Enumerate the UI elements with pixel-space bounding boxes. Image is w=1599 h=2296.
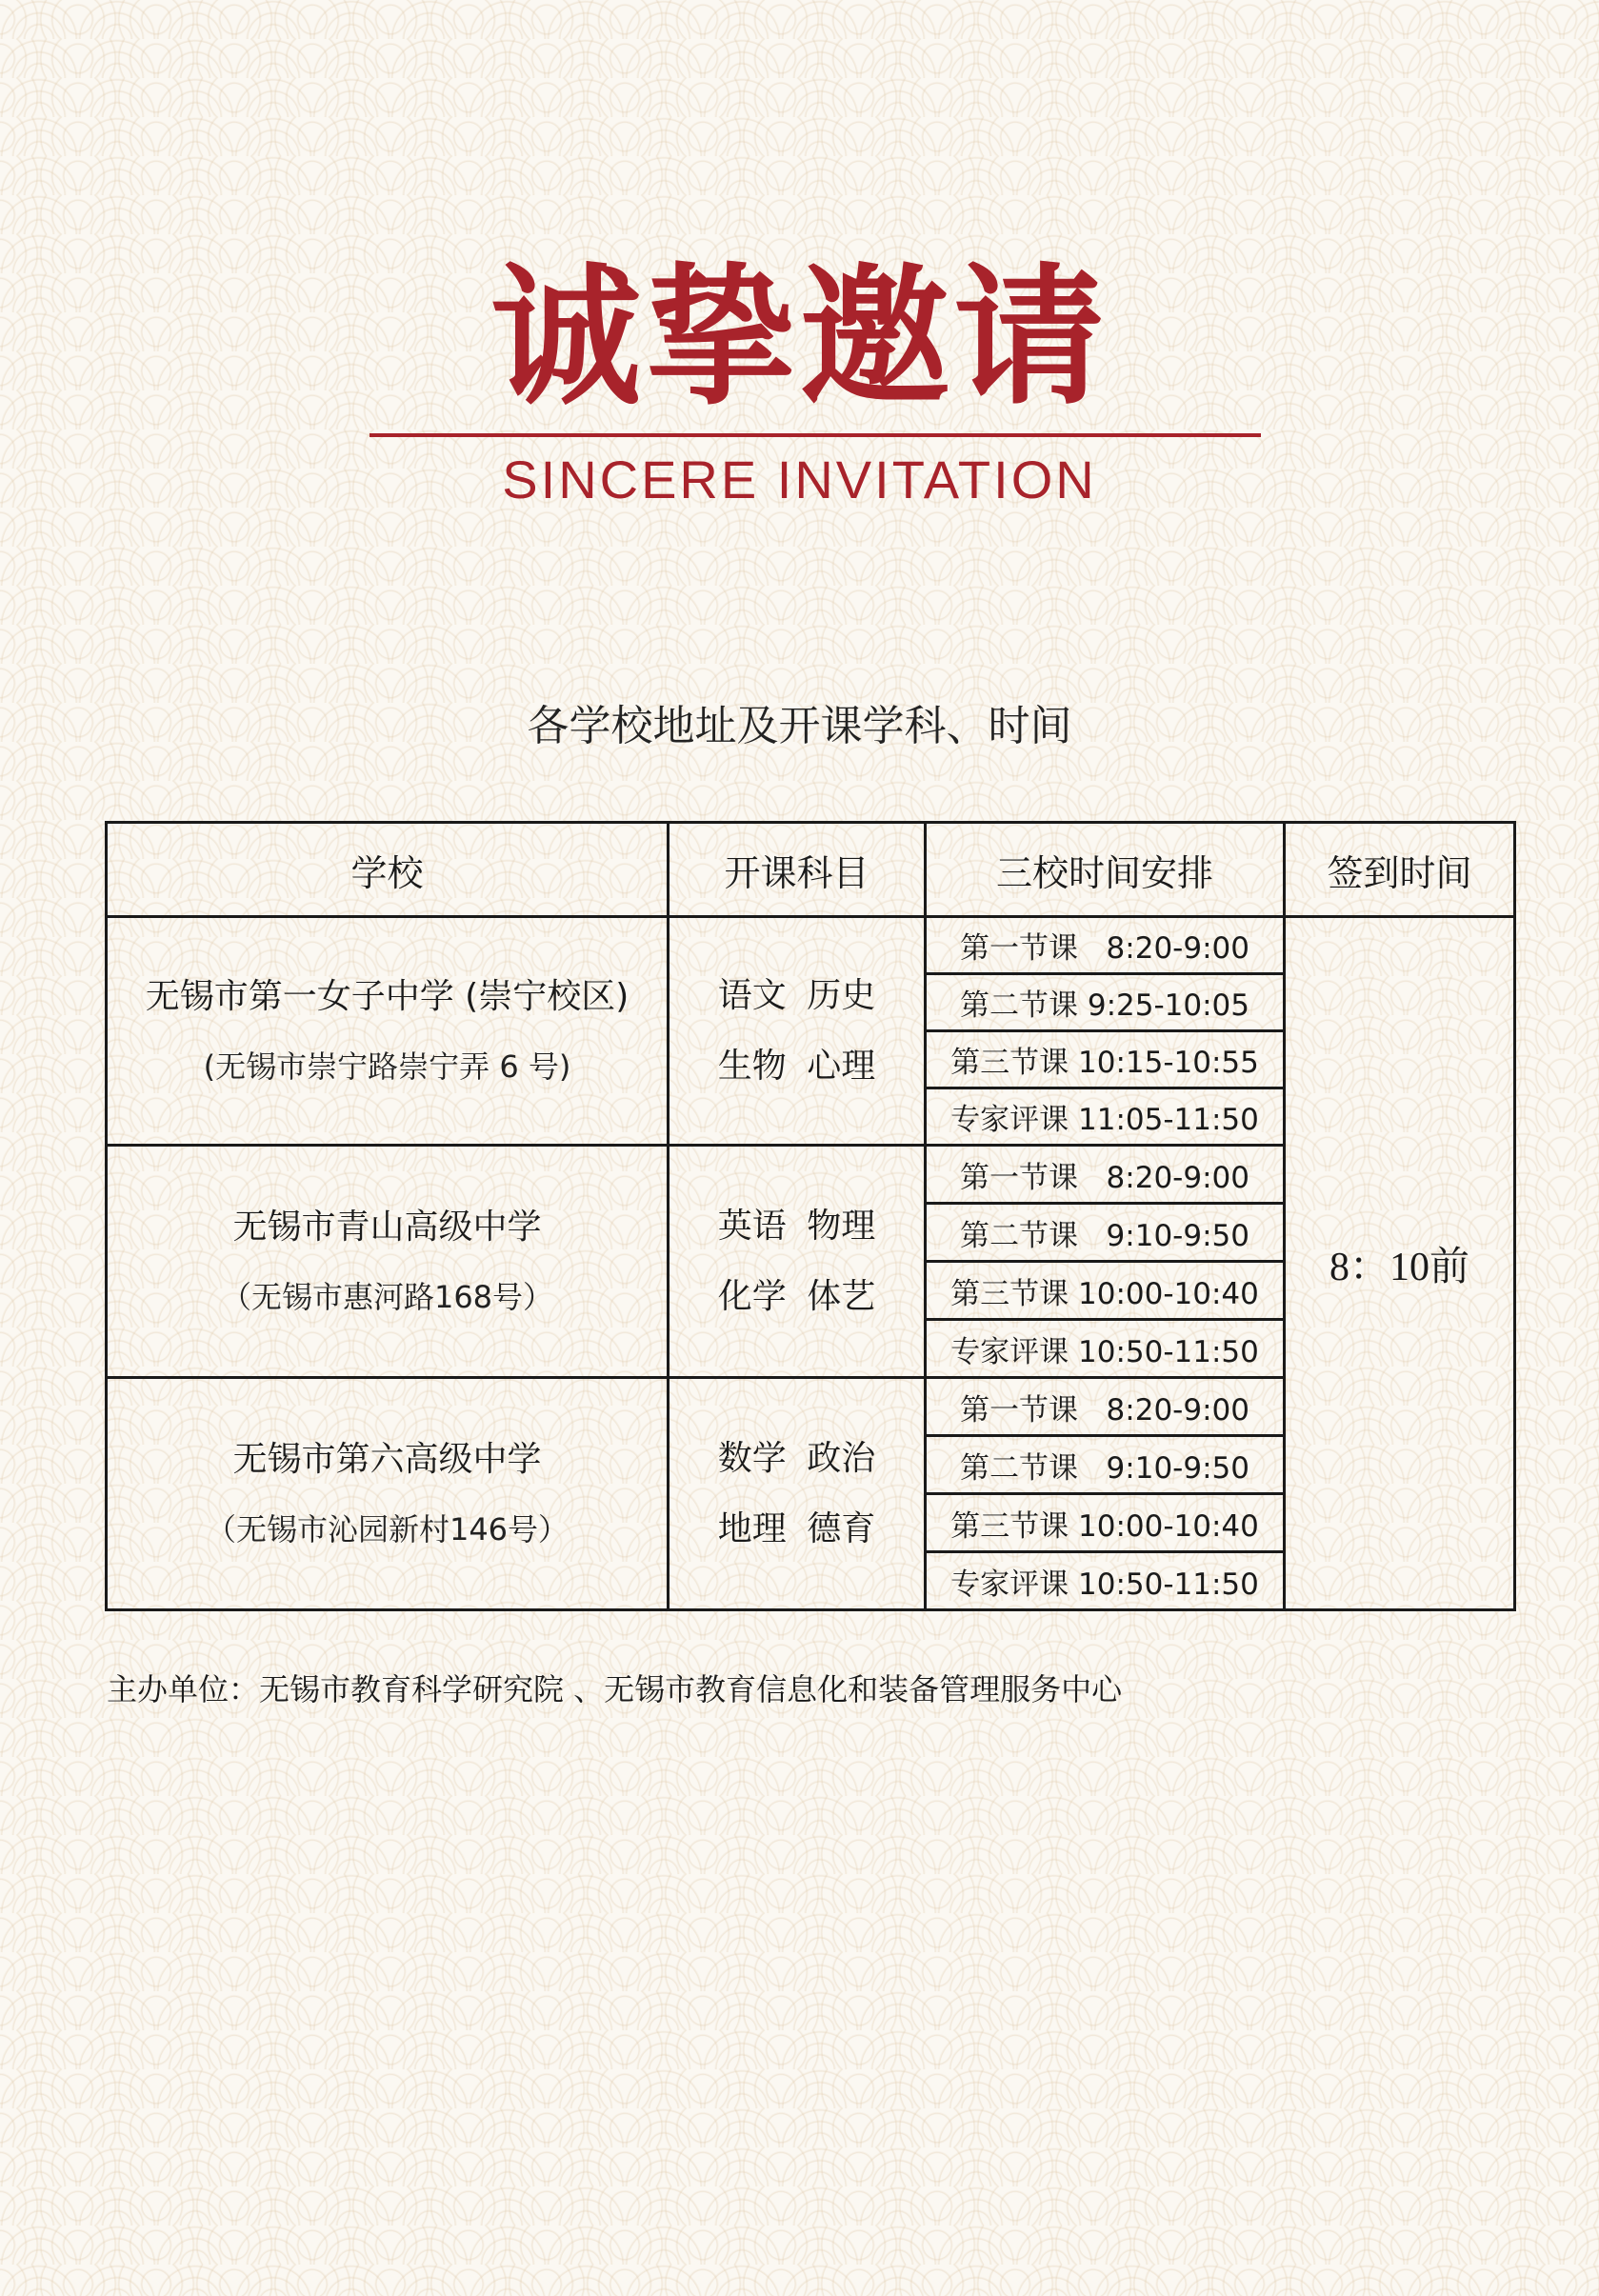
school-name: 无锡市第六高级中学 <box>232 1439 542 1479</box>
subject-line: 英语 物理 <box>717 1206 876 1246</box>
header-subjects: 开课科目 <box>669 823 926 917</box>
time-slot: 第一节课 8:20-9:00 <box>926 917 1285 974</box>
header-school: 学校 <box>107 823 669 917</box>
subject-line: 生物 心理 <box>717 1046 876 1086</box>
school-cell <box>107 1146 669 1378</box>
table-header-row <box>107 823 1515 917</box>
subject-line: 数学 政治 <box>717 1438 876 1478</box>
subject-line: 地理 德育 <box>717 1508 876 1548</box>
table-row <box>107 917 1515 974</box>
school-address: (无锡市崇宁路崇宁弄 6 号) <box>203 1048 571 1085</box>
checkin-time: 8：10前 <box>1285 917 1515 1610</box>
school-address: （无锡市沁园新村146号） <box>205 1510 570 1547</box>
title-english: SINCERE INVITATION <box>502 449 1097 509</box>
school-cell <box>107 1378 669 1610</box>
header-time-schedule: 三校时间安排 <box>926 823 1285 917</box>
time-slot: 第二节课 9:25-10:05 <box>926 974 1285 1031</box>
time-slot: 专家评课 11:05-11:50 <box>926 1088 1285 1146</box>
time-slot: 第一节课 8:20-9:00 <box>926 1378 1285 1436</box>
title-divider <box>370 433 1261 437</box>
time-slot: 第三节课 10:00-10:40 <box>926 1494 1285 1552</box>
time-slot: 第二节课 9:10-9:50 <box>926 1204 1285 1262</box>
time-slot: 专家评课 10:50-11:50 <box>926 1320 1285 1378</box>
schedule-table <box>105 821 1516 1611</box>
subjects-cell <box>669 917 926 1146</box>
school-name: 无锡市青山高级中学 <box>232 1207 542 1247</box>
subjects-cell <box>669 1146 926 1378</box>
header-checkin-time: 签到时间 <box>1285 823 1515 917</box>
school-cell <box>107 917 669 1146</box>
subject-line: 语文 历史 <box>717 975 876 1015</box>
school-address: （无锡市惠河路168号） <box>220 1278 554 1315</box>
schedule-subtitle: 各学校地址及开课学科、时间 <box>527 702 1072 750</box>
time-slot: 第三节课 10:00-10:40 <box>926 1262 1285 1320</box>
organizer-note: 主办单位：无锡市教育科学研究院 、无锡市教育信息化和装备管理服务中心 <box>107 1671 1123 1707</box>
time-slot: 第一节课 8:20-9:00 <box>926 1146 1285 1204</box>
subject-line: 化学 体艺 <box>717 1276 876 1316</box>
subjects-cell <box>669 1378 926 1610</box>
school-name: 无锡市第一女子中学 (崇宁校区) <box>145 976 630 1016</box>
time-slot: 第三节课 10:15-10:55 <box>926 1031 1285 1088</box>
title-chinese: 诚挚邀请 <box>490 250 1109 426</box>
time-slot: 专家评课 10:50-11:50 <box>926 1552 1285 1610</box>
time-slot: 第二节课 9:10-9:50 <box>926 1436 1285 1494</box>
